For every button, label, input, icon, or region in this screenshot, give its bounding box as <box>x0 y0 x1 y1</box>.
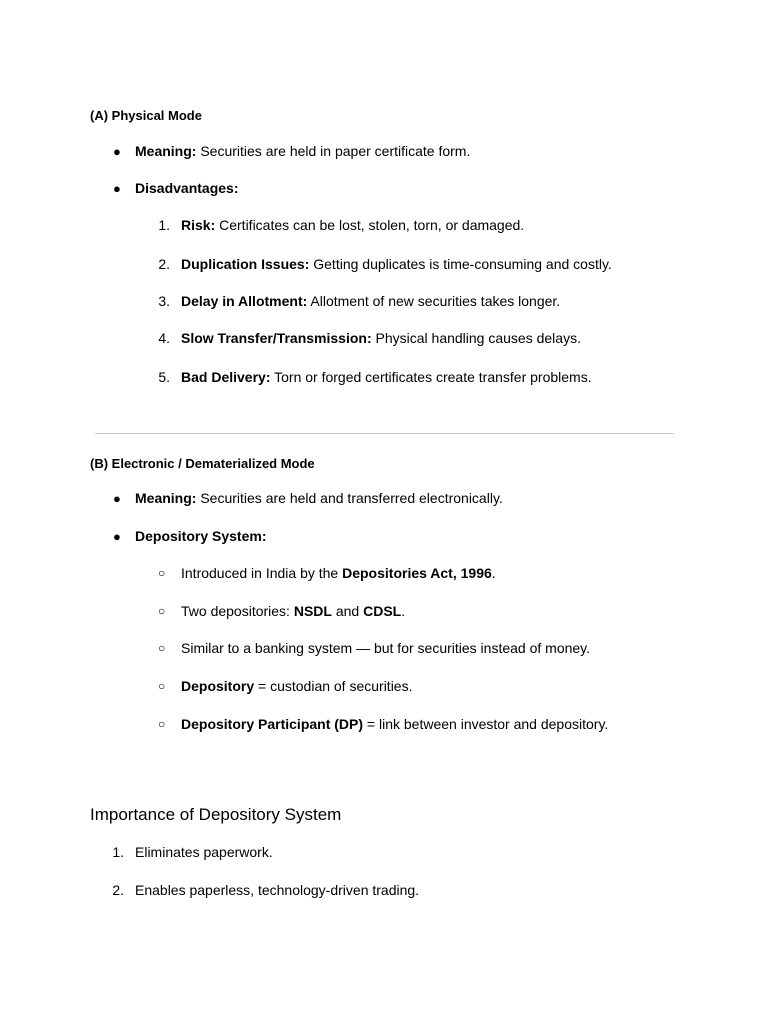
list-number: 2. <box>112 882 124 898</box>
bullet-icon: ● <box>113 181 121 196</box>
list-number: 2. <box>158 256 170 272</box>
two-depositories-line: Two depositories: NSDL and CDSL. <box>181 603 406 619</box>
depository-system-label: Depository System: <box>135 528 267 544</box>
list-number: 1. <box>158 217 170 233</box>
disadvantage-duplication: Duplication Issues: Getting duplicates is time-consuming and costly. <box>181 256 612 272</box>
banking-analogy-line: Similar to a banking system — but for securities instead of money. <box>181 640 591 656</box>
disadvantage-delay: Delay in Allotment: Allotment of new securities takes longer. <box>181 293 561 309</box>
circle-bullet-icon: ○ <box>158 566 166 580</box>
importance-heading: Importance of Depository System <box>90 805 342 824</box>
list-number: 1. <box>112 844 124 860</box>
list-number: 5. <box>158 369 170 385</box>
section-a-heading: (A) Physical Mode <box>90 108 202 123</box>
list-number: 4. <box>158 330 170 346</box>
disadvantage-transfer: Slow Transfer/Transmission: Physical handling causes delays. <box>181 330 581 346</box>
disadvantages-label: Disadvantages: <box>135 180 239 196</box>
bullet-icon: ● <box>113 491 121 506</box>
circle-bullet-icon: ○ <box>158 679 166 693</box>
horizontal-divider <box>95 433 674 434</box>
circle-bullet-icon: ○ <box>158 604 166 618</box>
depository-definition-line: Depository = custodian of securities. <box>181 678 413 694</box>
bullet-icon: ● <box>113 529 121 544</box>
list-number: 3. <box>158 293 170 309</box>
section-b-heading: (B) Electronic / Dematerialized Mode <box>90 456 315 471</box>
circle-bullet-icon: ○ <box>158 717 166 731</box>
bullet-icon: ● <box>113 144 121 159</box>
importance-item-1: Eliminates paperwork. <box>135 844 273 860</box>
circle-bullet-icon: ○ <box>158 641 166 655</box>
disadvantage-bad-delivery: Bad Delivery: Torn or forged certificates create transfer problems. <box>181 369 592 385</box>
dp-definition-line: Depository Participant (DP) = link between investor and depository. <box>181 716 609 732</box>
depository-act-line: Introduced in India by the Depositories Act, 1996. <box>181 565 496 581</box>
disadvantage-risk: Risk: Certificates can be lost, stolen, torn, or damaged. <box>181 217 525 233</box>
meaning-line: Meaning: Securities are held and transferred electronically. <box>135 490 503 506</box>
meaning-line: Meaning: Securities are held in paper certificate form. <box>135 143 471 159</box>
importance-item-2: Enables paperless, technology-driven trading. <box>135 882 420 898</box>
